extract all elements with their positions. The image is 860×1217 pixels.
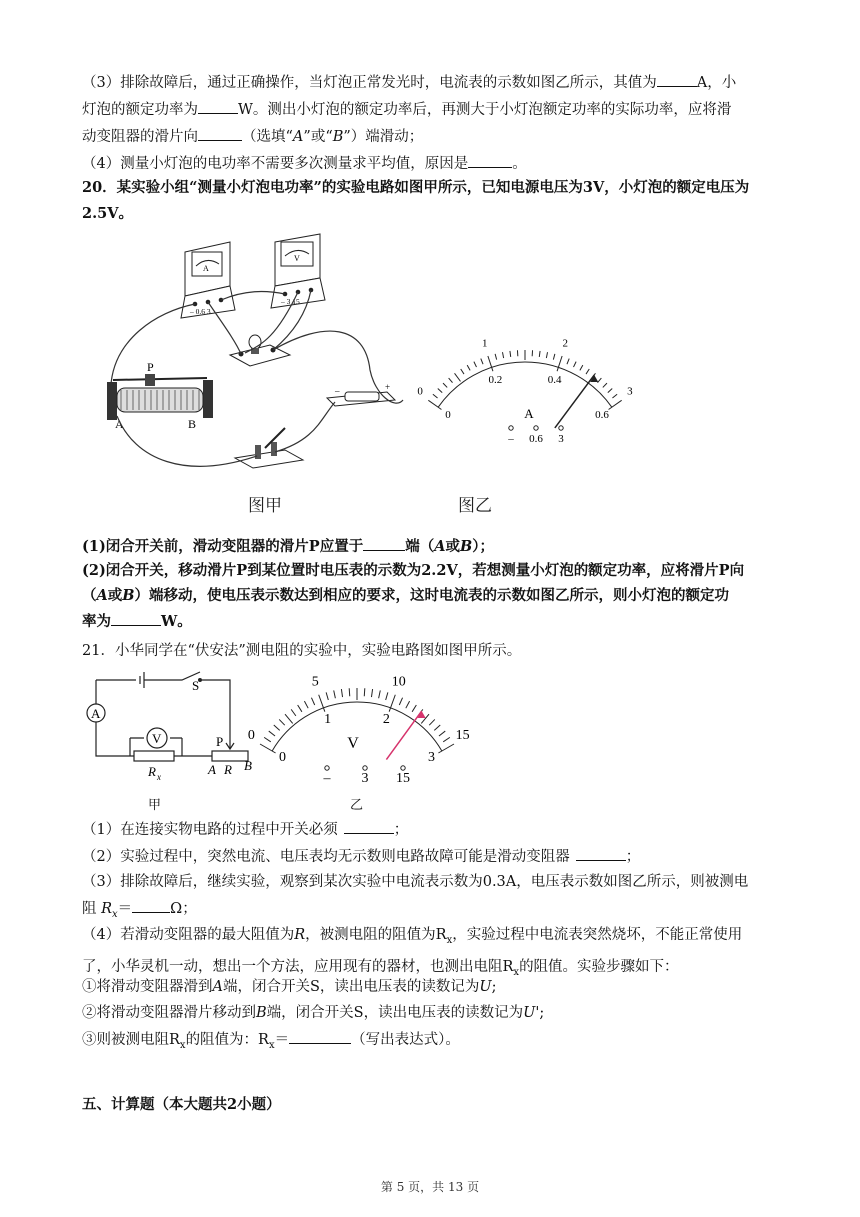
terminal-post <box>401 766 405 770</box>
scale-tick <box>481 359 483 365</box>
svg-text:+: + <box>385 382 391 392</box>
terminal-post <box>534 426 538 430</box>
scale-tick <box>443 383 447 387</box>
scale-arc <box>438 362 612 407</box>
scale-tick <box>364 688 365 696</box>
rheostat-device <box>107 360 213 431</box>
scale-tick <box>349 688 350 696</box>
scale-tick <box>399 698 402 705</box>
scale-tick <box>285 714 293 723</box>
caption-jia-21: 甲 <box>148 798 162 813</box>
svg-text:P: P <box>147 360 154 374</box>
lower-scale-label: 0.4 <box>547 373 562 386</box>
lower-scale-label: 0.2 <box>488 373 503 386</box>
q21-stem: 21．小华同学在“伏安法”测电阻的实验中，实验电路图如图甲所示。 <box>82 643 522 659</box>
q20-stem: 20．某实验小组“测量小灯泡电功率”的实验电路如图甲所示，已知电源电压为3V，小灯泡的额定电压为 2.5V。 <box>82 179 750 222</box>
q21-s2: （2）实验过程中，突然电流、电压表均无示数则电路故障可能是滑动变阻器 ； <box>82 846 782 867</box>
terminal-post <box>363 766 367 770</box>
upper-scale-label: 5 <box>311 674 319 690</box>
lower-scale-label: 0.6 <box>595 409 609 422</box>
lower-scale-label: 2 <box>382 712 390 728</box>
scale-tick <box>298 705 302 712</box>
scale-tick <box>574 362 577 367</box>
scale-tick <box>439 731 445 736</box>
meter-needle <box>386 711 421 760</box>
answer-blank[interactable] <box>576 846 626 861</box>
scale-tick <box>326 692 328 700</box>
scale-tick <box>334 690 336 698</box>
battery-device <box>327 382 395 406</box>
scale-tick <box>371 689 372 697</box>
scale-tick <box>502 352 503 358</box>
scale-tick <box>612 394 617 398</box>
caption-yi: 图乙 <box>458 496 492 516</box>
terminal-label: – <box>508 433 514 445</box>
upper-scale-label: 15 <box>455 728 470 743</box>
voltmeter-dial-figure <box>247 660 470 790</box>
scale-tick <box>608 389 612 393</box>
upper-scale-label: 3 <box>627 385 633 398</box>
upper-scale-label: 10 <box>391 674 406 690</box>
svg-text:R: R <box>148 764 156 779</box>
scale-tick <box>341 689 342 697</box>
svg-text:S: S <box>192 678 200 693</box>
scale-tick <box>455 373 461 381</box>
svg-text:R: R <box>224 762 232 777</box>
lower-scale-label: 3 <box>427 750 435 765</box>
terminal-label: 0.6 <box>529 433 543 445</box>
svg-text:A: A <box>115 417 124 431</box>
caption-jia: 图甲 <box>248 496 282 516</box>
voltmeter-device <box>271 234 325 308</box>
svg-text:P: P <box>216 734 224 749</box>
scale-tick <box>467 365 470 370</box>
q21-step1: ①将滑动变阻器滑到A端，闭合开关S，读出电压表的读数记为U; <box>82 979 497 995</box>
scale-tick <box>291 709 296 715</box>
scale-tick <box>438 389 442 393</box>
scale-tick <box>269 731 275 736</box>
svg-text:V: V <box>294 254 300 263</box>
svg-text:–: – <box>335 386 340 396</box>
physical-circuit-figure <box>95 230 430 485</box>
scale-tick <box>433 394 438 398</box>
scale-tick <box>580 365 583 370</box>
scale-tick <box>311 698 314 705</box>
terminal-label: 3 <box>361 771 369 786</box>
svg-text:x: x <box>157 772 161 782</box>
lower-scale-label: 1 <box>324 712 332 728</box>
q21-s4: （4）若滑动变阻器的最大阻值为R，被测电阻的阻值为$R_x$，实验过程中电流表突然烧坏，不能正常使用 了，小华灵机一动，想出一个方法，应用现有的器材，也测出电阻$R_x$的阻值。实验步骤如下： <box>82 927 743 978</box>
scale-tick <box>553 354 555 360</box>
caption-yi-21: 乙 <box>350 798 364 813</box>
scale-tick <box>412 705 416 712</box>
answer-blank[interactable] <box>111 611 161 626</box>
svg-text:A: A <box>203 264 209 273</box>
q21-s1: （1）在连接实物电路的过程中开关必须 ； <box>82 819 782 840</box>
scale-tick <box>461 369 464 374</box>
scale-tick <box>567 359 569 365</box>
scale-tick <box>434 725 440 730</box>
scale-tick <box>264 737 271 741</box>
q19-line1: （3）排除故障后，通过正确操作，当灯泡正常发光时，电流表的示数如图乙所示，其值为 A，小 <box>82 72 782 93</box>
q19-line2: 灯泡的额定功率为 W。测出小灯泡的额定功率后，再测大于小灯泡额定功率的实际功率，应将滑 <box>82 99 782 120</box>
q21-step2: ②将滑动变阻器滑片移动到B端，闭合开关S，读出电压表的读数记为U'; <box>82 1005 545 1021</box>
circuit-diagram-jia <box>78 666 260 796</box>
answer-blank[interactable] <box>198 126 242 141</box>
switch-device <box>235 428 303 468</box>
scale-tick <box>586 369 589 374</box>
scale-tick <box>274 725 280 730</box>
terminal-label: – <box>323 771 331 786</box>
terminal-label: 15 <box>396 771 410 786</box>
answer-blank[interactable] <box>132 898 170 913</box>
scale-tick <box>304 701 308 708</box>
terminal-post <box>325 766 329 770</box>
meter-unit: V <box>347 735 359 752</box>
svg-text:A: A <box>208 762 216 777</box>
scale-tick <box>443 737 450 741</box>
scale-tick <box>449 378 453 383</box>
answer-blank[interactable] <box>657 72 697 87</box>
upper-scale-label: 0 <box>417 385 423 398</box>
svg-text:– 0.6 3: – 0.6 3 <box>190 307 211 316</box>
q19-line4: （4）测量小灯泡的电功率不需要多次测量求平均值，原因是 。 <box>82 153 782 174</box>
scale-tick <box>386 692 388 700</box>
scale-tick <box>603 383 607 387</box>
scale-tick <box>510 351 511 357</box>
scale-tick <box>539 351 540 357</box>
q20-s1: (1)闭合开关前，滑动变阻器的滑片P应置于 端（A或B）； <box>82 538 494 555</box>
answer-blank[interactable] <box>363 536 405 551</box>
svg-text:A: A <box>91 706 101 721</box>
upper-scale-label: 2 <box>562 337 569 350</box>
ammeter-dial-figure <box>417 318 633 458</box>
section-heading: 五、计算题（本大题共2小题） <box>82 1096 281 1113</box>
scale-tick <box>279 719 285 725</box>
q21-s3: （3）排除故障后，继续实验，观察到某次实验中电流表示数为0.3A，电压表示数如图乙所示，则被测电 阻 $R_x= \Omega$； <box>82 874 749 920</box>
lower-scale-label: 0 <box>279 750 287 765</box>
upper-scale-label: 1 <box>481 337 488 350</box>
terminal-post <box>559 426 563 430</box>
scale-tick <box>495 354 497 360</box>
scale-tick <box>546 352 547 358</box>
terminal-post <box>509 426 513 430</box>
ammeter-device <box>181 242 235 318</box>
answer-blank[interactable] <box>468 153 512 168</box>
answer-blank[interactable] <box>289 1029 351 1044</box>
svg-text:B: B <box>244 758 252 773</box>
svg-text:B: B <box>188 417 197 431</box>
upper-scale-label: 0 <box>247 728 255 743</box>
answer-blank[interactable] <box>344 819 394 834</box>
q21-step3: ③则被测电阻$R_x$的阻值为：$R_x=$ （写出表达式）。 <box>82 1029 782 1056</box>
terminal-label: 3 <box>558 433 564 445</box>
scale-tick <box>474 362 477 367</box>
q19-line3: 动变阻器的滑片向 （选填“A”或“B”）端滑动； <box>82 126 782 147</box>
q20-s2: (2)闭合开关，移动滑片P到某位置时电压表的示数为2.2V，若想测量小灯泡的额定功率，应将滑片P向 （A或B）端移动，使电压表示数达到相应的要求，这时电流表的示数如图乙所示，则小灯泡的额定功 率为 W。 <box>82 562 745 630</box>
lower-scale-label: 0 <box>445 409 451 422</box>
page-footer: 第 5 页，共 13 页 <box>380 1180 480 1194</box>
scale-tick <box>379 690 381 698</box>
svg-text:– 3 15: – 3 15 <box>281 297 300 306</box>
answer-blank[interactable] <box>198 99 238 114</box>
scale-tick <box>406 701 410 708</box>
svg-text:V: V <box>152 731 162 746</box>
meter-unit: A <box>524 406 534 421</box>
scale-tick <box>429 719 435 725</box>
